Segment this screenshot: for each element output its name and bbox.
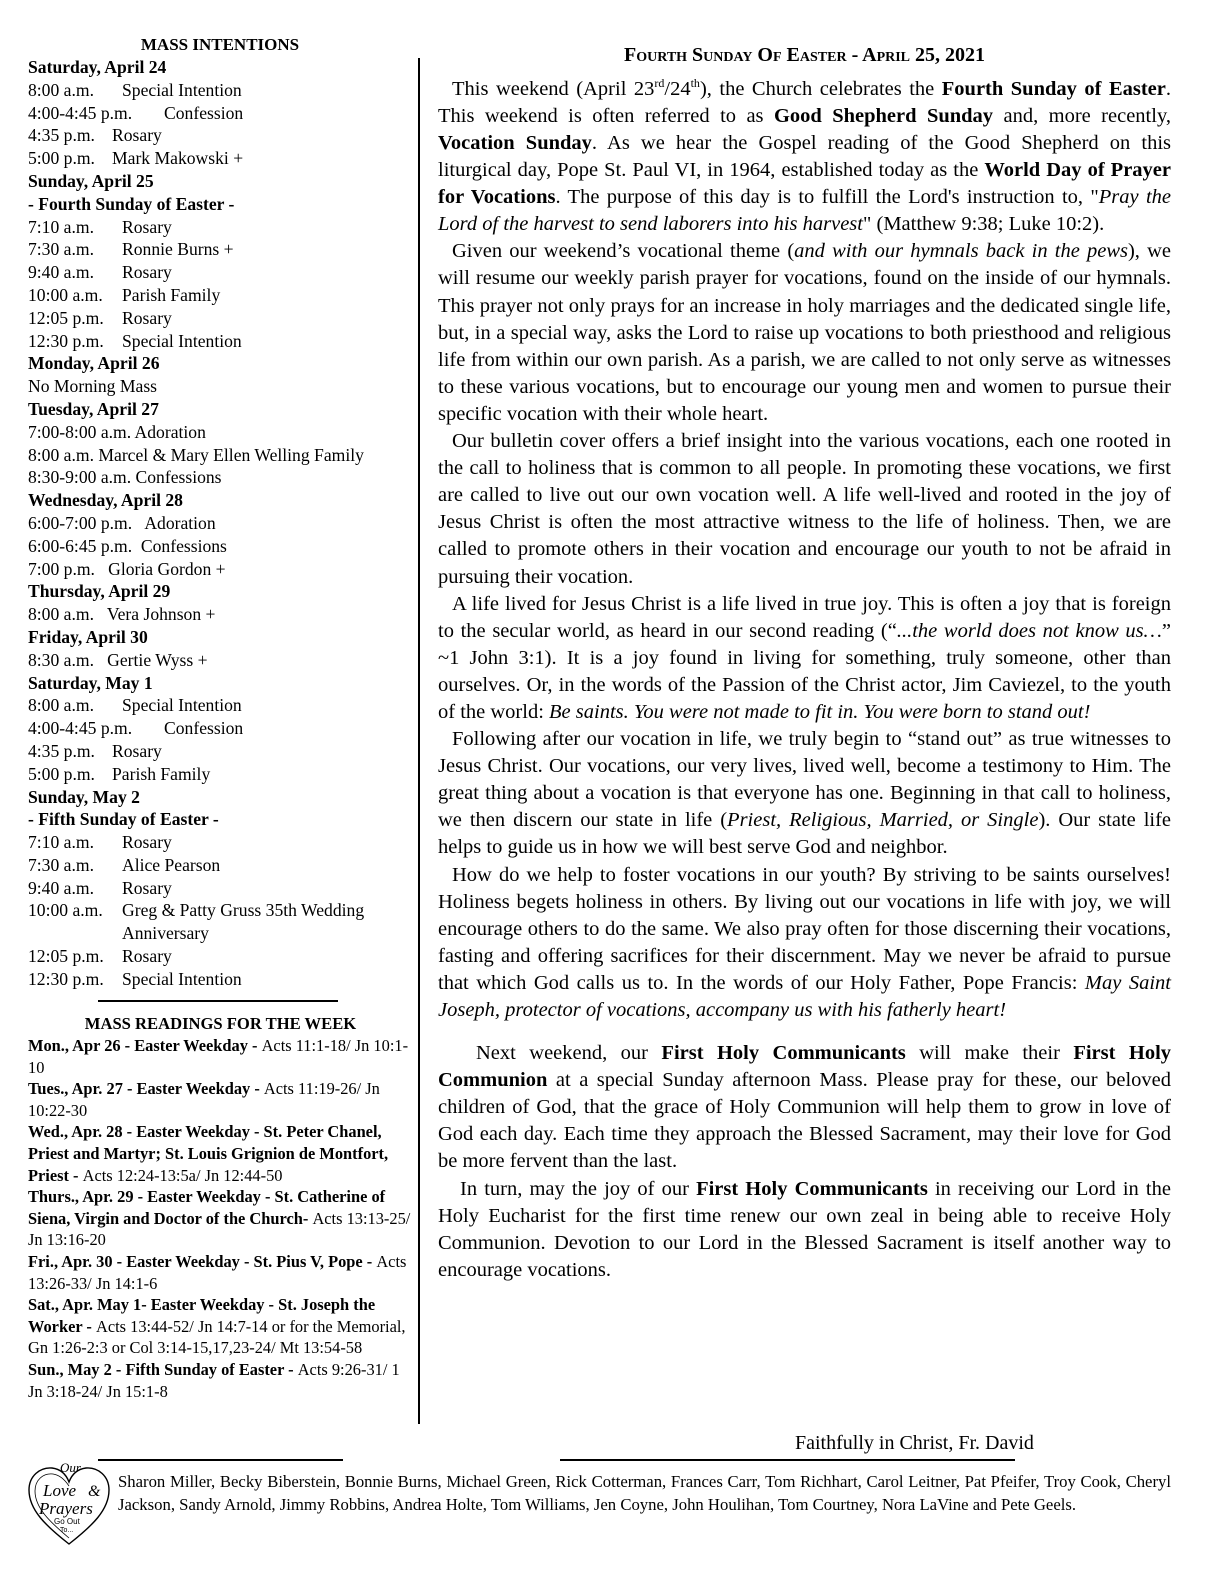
schedule-entry: 12:05 p.m. Rosary (28, 307, 172, 328)
section-divider (560, 1459, 1015, 1461)
schedule-entry: 7:00-8:00 a.m. Adoration (28, 421, 206, 442)
reading-entry: Sun., May 2 - Fifth Sunday of Easter - Acts 9:26-31/ 1 Jn 3:18-24/ Jn 15:1-8 (28, 1359, 400, 1401)
schedule-entry: 9:40 a.m. Rosary (28, 877, 172, 898)
schedule-entry: 4:35 p.m. Rosary (28, 125, 162, 146)
day-heading: Friday, April 30 (28, 626, 148, 647)
letter-paragraph: In turn, may the joy of our First Holy Communicants in receiving our Lord in the Holy Eucharist for the first time renew our own zeal in being able to receive Holy Communion. Devotion to our Lord in the Blessed Sacrament is itself another way to encourage vocations. (438, 1177, 1171, 1281)
schedule-entry: 12:05 p.m. Rosary (28, 946, 172, 967)
schedule-entry: 9:40 a.m. Rosary (28, 262, 172, 283)
schedule-entry: 5:00 p.m. Mark Makowski + (28, 148, 244, 169)
letter-paragraph: A life lived for Jesus Christ is a life lived in true joy. This is often a joy that is foreign to the secular world, as heard in our second reading (“...the world does not know us…” ~1 John 3:1). It is a joy found in living for something, truly someone, other than ourselves. Or, in the words of the Passion of the Christ actor, Jim Caviezel, to the youth of the world: Be saints. You were not made to fit in. You were born to stand out! (438, 592, 1171, 723)
day-subheading: - Fifth Sunday of Easter - (28, 809, 219, 830)
day-heading: Saturday, April 24 (28, 57, 167, 77)
schedule-entry: 7:10 a.m. Rosary (28, 832, 172, 853)
day-heading: Sunday, April 25 (28, 170, 154, 191)
day-heading: Thursday, April 29 (28, 581, 171, 602)
mass-intentions (28, 34, 412, 991)
letter-paragraph: Next weekend, our First Holy Communicants will make their First Holy Communion at a special Sunday afternoon Mass. Please pray for these, our beloved children of God, that the grace of Holy Communion will help them to grow in love of God each day. Each time they approach the Blessed Sacrament, may their love for God be more fervent than the last. (438, 1042, 1172, 1173)
svg-text:To...: To... (60, 1527, 74, 1534)
reading-entry: Mon., Apr 26 - Easter Weekday - Acts 11:1-18/ Jn 10:1-10 (28, 1036, 409, 1077)
letter-paragraph: Given our weekend’s vocational theme (and with our hymnals back in the pews), we will resume our weekly parish prayer for vocations, found on the inside of our hymnals. This prayer not only prays for an increase in holy marriages and the dedicated single life, but, in a special way, asks the Lord to raise up vocations to both priesthood and religious life from within our own parish. As a parish, we are called to not only serve as witnesses to these various vocations, but to encourage our young men and women to pursue their specific vocation with their whole heart. (438, 240, 1172, 425)
letter-signature: Faithfully in Christ, Fr. David (795, 1432, 1034, 1454)
day-heading: Tuesday, April 27 (28, 398, 159, 419)
day-heading: Sunday, May 2 (28, 786, 140, 807)
reading-entry: Tues., Apr. 27 - Easter Weekday - Acts 11:19-26/ Jn 10:22-30 (28, 1079, 380, 1120)
schedule-entry: 8:00 a.m. Special Intention (28, 79, 242, 100)
schedule-entry: 12:30 p.m. Special Intention (28, 968, 242, 989)
svg-text:&: & (88, 1483, 101, 1500)
svg-text:Love: Love (43, 1481, 77, 1500)
day-heading: Saturday, May 1 (28, 672, 153, 693)
schedule-entry: 4:00-4:45 p.m. Confession (28, 718, 244, 739)
schedule-entry: 5:00 p.m. Parish Family (28, 763, 211, 784)
schedule-entry: 10:00 a.m. Parish Family (28, 284, 221, 305)
schedule-entry: 8:30-9:00 a.m. Confessions (28, 467, 222, 488)
pastor-letter (438, 43, 1171, 1284)
column-divider (418, 58, 420, 1424)
section-divider (98, 1459, 343, 1461)
reading-entry: Fri., Apr. 30 - Easter Weekday - St. Pius V, Pope - Acts 13:26-33/ Jn 14:1-6 (28, 1251, 407, 1293)
schedule-entry: 8:00 a.m. Special Intention (28, 695, 242, 716)
schedule-entry: 6:00-7:00 p.m. Adoration (28, 512, 216, 533)
reading-entry: Wed., Apr. 28 - Easter Weekday - St. Peter Chanel, Priest and Martyr; St. Louis Grignion de Montfort, Priest - Acts 12:24-13:5a/ Jn 12:44-50 (28, 1122, 389, 1185)
svg-text:Prayers: Prayers (39, 1499, 93, 1518)
letter-paragraph: Following after our vocation in life, we truly begin to “stand out” as true witnesses to Jesus Christ. Our vocations, our very lives, lived well, become a testimony to Him. The great thing about a vocation is that everyone has one. Beginning in that call to holiness, we then discern our state in life (Priest, Religious, Married, or Single). Our state life helps to guide us in how we will best serve God and neighbor. (438, 728, 1172, 859)
schedule-entry: 8:00 a.m. Vera Johnson + (28, 604, 216, 625)
mass-intentions-title: MASS INTENTIONS (140, 35, 300, 54)
schedule-entry: No Morning Mass (28, 376, 158, 397)
section-divider (98, 1000, 338, 1002)
day-subheading: - Fourth Sunday of Easter - (28, 193, 235, 214)
day-heading: Wednesday, April 28 (28, 490, 183, 511)
schedule-entry: 7:30 a.m. Ronnie Burns + (28, 239, 234, 260)
schedule-entry: 6:00-6:45 p.m. Confessions (28, 535, 227, 556)
letter-paragraph: Our bulletin cover offers a brief insight into the various vocations, each one rooted in the call to holiness that is common to all people. In promoting these vocations, we first are called to live out our own vocation well. A life well-lived and rooted in the joy of Jesus Christ is often the most attractive witness to the life of holiness. Then, we are called to promote others in their vocation and encourage our youth to not be afraid in pursuing their vocation. (438, 430, 1171, 588)
svg-text:Go Out: Go Out (54, 1517, 80, 1526)
readings-title: MASS READINGS FOR THE WEEK (84, 1014, 357, 1033)
schedule-entry: 7:00 p.m. Gloria Gordon + (28, 558, 226, 579)
letter-title: Fourth Sunday Of Easter - April 25, 2021 (623, 44, 986, 66)
schedule-entry: 7:10 a.m. Rosary (28, 216, 172, 237)
reading-entry: Thurs., Apr. 29 - Easter Weekday - St. Catherine of Siena, Virgin and Doctor of the Church- Acts 13:13-25/ Jn 13:16-20 (28, 1187, 411, 1250)
schedule-entry: 4:00-4:45 p.m. Confession (28, 102, 244, 123)
schedule-entry: 12:30 p.m. Special Intention (28, 330, 242, 351)
day-heading: Monday, April 26 (28, 353, 160, 374)
svg-text:Our: Our (60, 1460, 81, 1475)
love-and-prayers-heart-logo (26, 1458, 112, 1550)
schedule-entry: 8:00 a.m. Marcel & Mary Ellen Welling Family (28, 444, 364, 465)
letter-paragraph: This weekend (April 23rd/24th), the Church celebrates the Fourth Sunday of Easter. This weekend is often referred to as Good Shepherd Sunday and, more recently, Vocation Sunday. As we hear the Gospel reading of the Good Shepherd on this liturgical day, Pope St. Paul VI, in 1964, established today as the World Day of Prayer for Vocations. The purpose of this day is to fulfill the Lord's instruction to, "Pray the Lord of the harvest to send laborers into his harvest" (Matthew 9:38; Luke 10:2). (438, 76, 1172, 236)
schedule-entry: 7:30 a.m. Alice Pearson (28, 854, 221, 875)
prayer-list-names: Sharon Miller, Becky Biberstein, Bonnie Burns, Michael Green, Rick Cotterman, Frances Carr, Tom Richhart, Carol Leitner, Pat Pfeifer, Troy Cook, Cheryl Jackson, Sandy Arnold, Jimmy Robbins, Andrea Holte, Tom Williams, Jen Coyne, John Houlihan, Tom Courtney, Nora LaVine and Pete Geels. (118, 1472, 1171, 1514)
schedule-entry: 8:30 a.m. Gertie Wyss + (28, 649, 208, 670)
schedule-entry: 4:35 p.m. Rosary (28, 740, 162, 761)
reading-entry: Sat., Apr. May 1- Easter Weekday - St. Joseph the Worker - Acts 13:44-52/ Jn 14:7-14 or for the Memorial, Gn 1:26-2:3 or Col 3:14-15,17,23-24/ Mt 13:54-58 (28, 1295, 406, 1358)
mass-readings (28, 1014, 413, 1402)
letter-paragraph: How do we help to foster vocations in our youth? By striving to be saints ourselves! Holiness begets holiness in others. By living out our vocations in life with joy, we will encourage others to do the same. We also pray often for those discerning their vocations, fasting and offering sacrifices for their discernment. May we never be afraid to pursue that which God calls us to. In the words of our Holy Father, Pope Francis: May Saint Joseph, protector of vocations, accompany us with his fatherly heart! (438, 863, 1171, 1022)
schedule-entry: 10:00 a.m. Greg & Patty Gruss 35th Wedding Anniversary (28, 900, 365, 944)
